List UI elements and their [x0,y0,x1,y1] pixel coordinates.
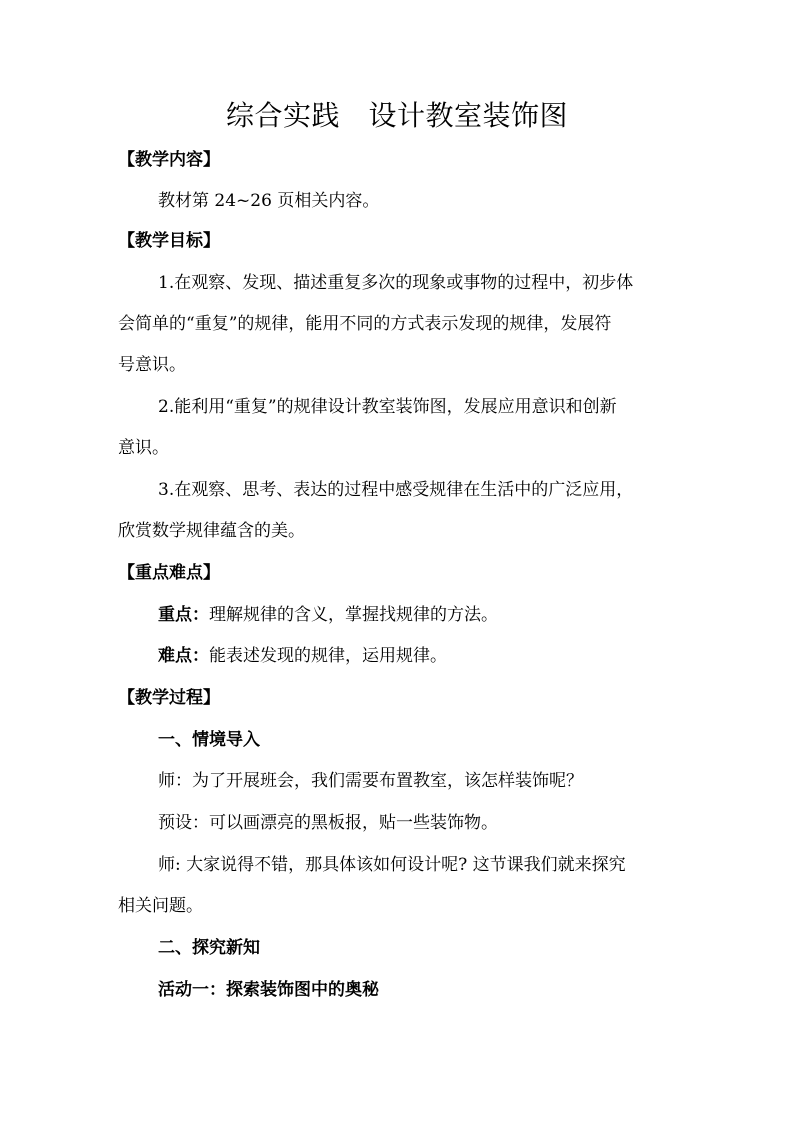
step-2-heading: 二、探究新知 [158,938,260,958]
difficult-point-line [158,644,728,668]
step-1-teacher-remark-line-2: 相关问题。 [118,896,203,916]
goal-2-line-2: 意识。 [118,438,169,458]
document-title: 综合实践 设计教室装饰图 [225,99,568,132]
goal-2-line-1: 2.能利用“重复”的规律设计教室装饰图，发展应用意识和创新 [158,397,617,417]
key-point-label: 重点： [158,605,209,625]
step-1-teacher-remark-line-1: 师: 大家说得不错，那具体该如何设计呢? 这节课我们就来探究 [158,855,626,875]
step-1-heading: 一、情境导入 [158,730,260,750]
teaching-process-heading: 【教学过程】 [118,688,220,708]
goal-3-line-1: 3.在观察、思考、表达的过程中感受规律在生活中的广泛应用， [158,480,634,500]
goal-1-line-3: 号意识。 [118,355,186,375]
teaching-content-text: 教材第 24~26 页相关内容。 [158,191,380,211]
step-1-teacher-question: 师：为了开展班会，我们需要布置教室，该怎样装饰呢？ [158,771,583,791]
activity-1-heading: 活动一：探索装饰图中的奥秘 [158,980,379,1000]
goal-1-line-1: 1.在观察、发现、描述重复多次的现象或事物的过程中，初步体 [158,273,634,293]
difficult-point-label: 难点： [158,646,209,666]
goal-1-line-2: 会简单的“重复”的规律，能用不同的方式表示发现的规律，发展符 [118,314,612,334]
teaching-content-heading: 【教学内容】 [118,150,220,170]
difficult-point-text: 能表述发现的规律，运用规律。 [209,646,447,666]
key-point-line [158,603,728,627]
key-difficult-points-heading: 【重点难点】 [118,563,220,583]
teaching-goals-heading: 【教学目标】 [118,231,220,251]
goal-3-line-2: 欣赏数学规律蕴含的美。 [118,521,305,541]
step-1-preset-answer: 预设：可以画漂亮的黑板报，贴一些装饰物。 [158,813,498,833]
key-point-text: 理解规律的含义，掌握找规律的方法。 [209,605,498,625]
